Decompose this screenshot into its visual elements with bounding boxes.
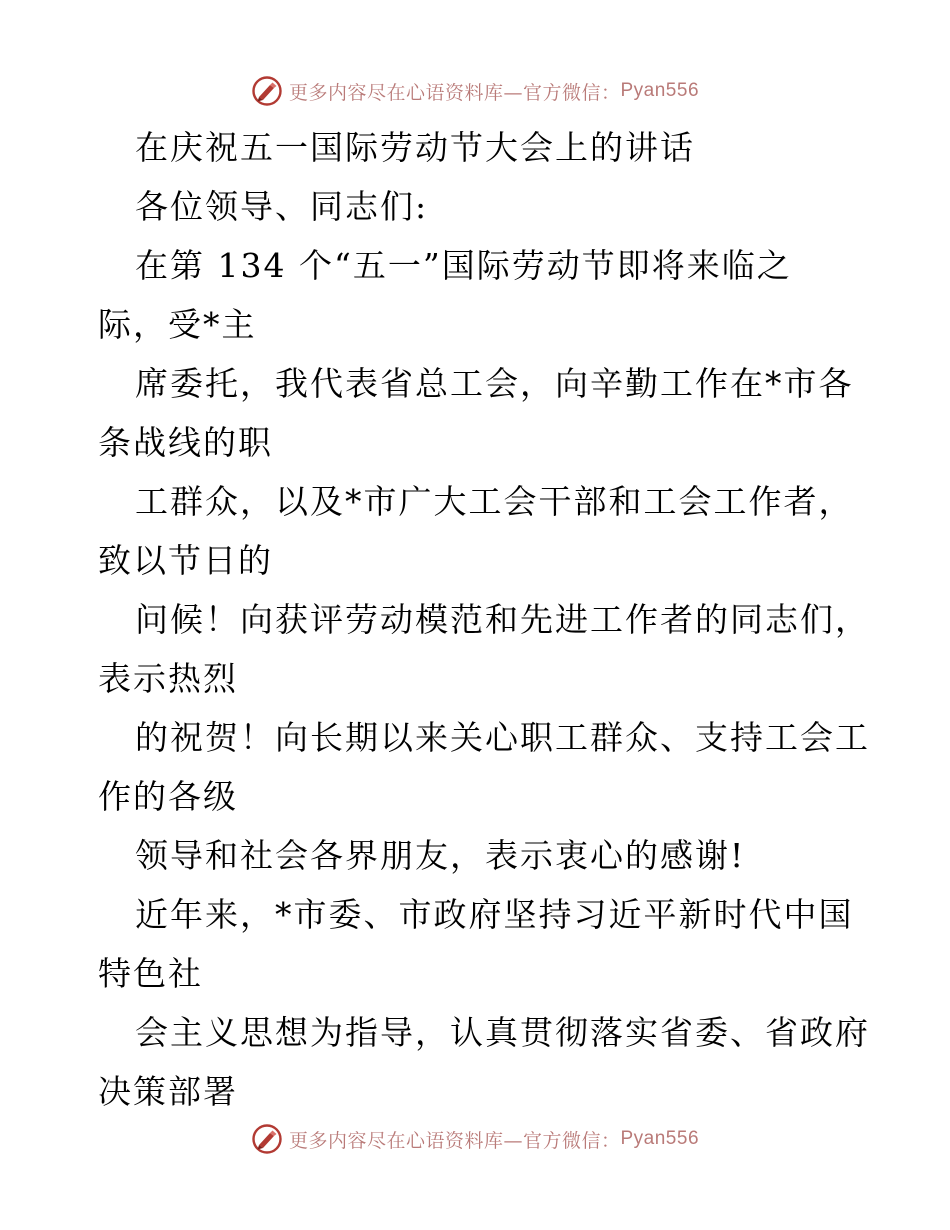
paragraph-line: 在庆祝五一国际劳动节大会上的讲话 [135,128,695,167]
continuation-line: 际，受*主 [98,305,257,344]
paragraph-line: 近年来，*市委、市政府坚持习近平新时代中国 [135,895,854,934]
paragraph-line: 问候！向获评劳动模范和先进工作者的同志们， [135,600,870,639]
continuation-line: 表示热烈 [98,659,238,698]
paragraph-line: 的祝贺！向长期以来关心职工群众、支持工会工 [135,718,870,757]
continuation-line: 致以节日的 [98,541,273,580]
header-watermark-banner [0,71,950,111]
paragraph-line: 各位领导、同志们: [135,187,429,226]
continuation-line: 条战线的职 [98,423,273,462]
header-banner-text: 更多内容尽在心语资料库—官方微信： [288,81,621,104]
paragraph-line: 领导和社会各界朋友，表示衷心的感谢! [135,836,746,875]
speech-body [98,118,868,1121]
paragraph-line: 工群众，以及*市广大工会干部和工会工作者， [135,482,854,521]
footer-banner-wechat-id: Pyan556 [620,1128,700,1149]
continuation-line: 决策部署 [98,1072,238,1111]
continuation-line: 作的各级 [98,777,238,816]
pen-logo-icon [251,1123,283,1155]
pen-logo-icon [251,75,283,107]
paragraph-line: 席委托，我代表省总工会，向辛勤工作在*市各 [135,364,854,403]
paragraph-line: 会主义思想为指导，认真贯彻落实省委、省政府 [135,1013,870,1052]
continuation-line: 特色社 [98,954,203,993]
paragraph-line: 在第 134 个“五一”国际劳动节即将来临之 [135,246,792,285]
footer-watermark-banner [0,1119,950,1159]
header-banner-wechat-id: Pyan556 [620,80,700,101]
footer-banner-text: 更多内容尽在心语资料库—官方微信： [288,1129,621,1152]
